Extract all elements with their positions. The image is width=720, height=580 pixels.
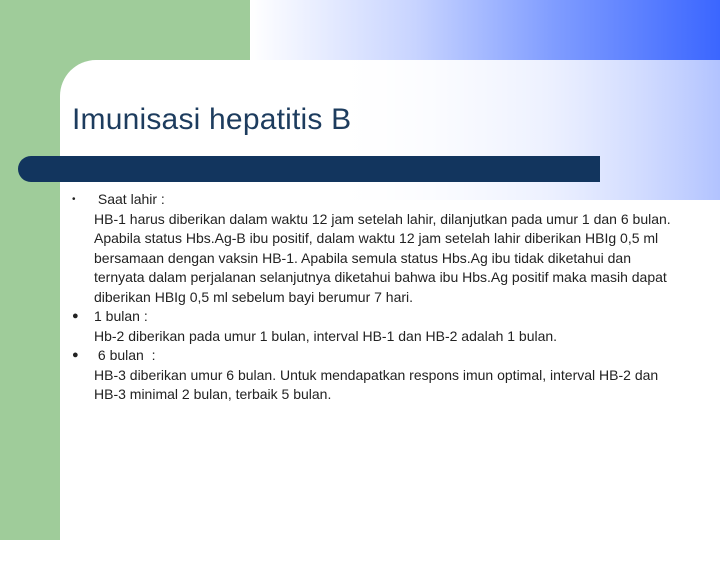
title-underline-bar — [18, 156, 600, 182]
bullet-dot-icon: • — [72, 194, 76, 205]
list-item-1-bulan — [72, 307, 672, 346]
bullet-circle-icon: ● — [72, 349, 79, 361]
item-heading: Saat lahir : — [94, 191, 165, 207]
bullet-circle-icon: ● — [72, 310, 79, 322]
item-body: Hb-2 diberikan pada umur 1 bulan, interval HB-1 dan HB-2 adalah 1 bulan. — [94, 327, 558, 344]
list-item-saat-lahir — [72, 190, 672, 307]
item-body: HB-3 diberikan umur 6 bulan. Untuk mendapatkan respons imun optimal, interval HB-2 dan HB-3 minimal 2 bulan, terbaik 5 bulan. — [94, 366, 659, 402]
item-heading: 6 bulan : — [94, 347, 156, 363]
list-item-6-bulan — [72, 346, 672, 405]
bullet-list — [72, 190, 672, 405]
slide-title: Imunisasi hepatitis B — [72, 103, 352, 136]
item-heading: 1 bulan : — [94, 308, 148, 324]
item-body: HB-1 harus diberikan dalam waktu 12 jam setelah lahir, dilanjutkan pada umur 1 dan 6 bulan. Apabila status Hbs.Ag-B ibu positif, dalam waktu 12 jam setelah lahir diberikan HBIg 0,5 ml bersamaan dengan vaksin HB-1. Apabila semula status Hbs.Ag ibu tidak diketahui dan ternyata dalam perjalanan selanjutnya diketahui bahwa ibu Hbs.Ag positif maka masih dapat diberikan HBIg 0,5 ml sebelum bayi berumur 7 hari. — [94, 210, 671, 305]
